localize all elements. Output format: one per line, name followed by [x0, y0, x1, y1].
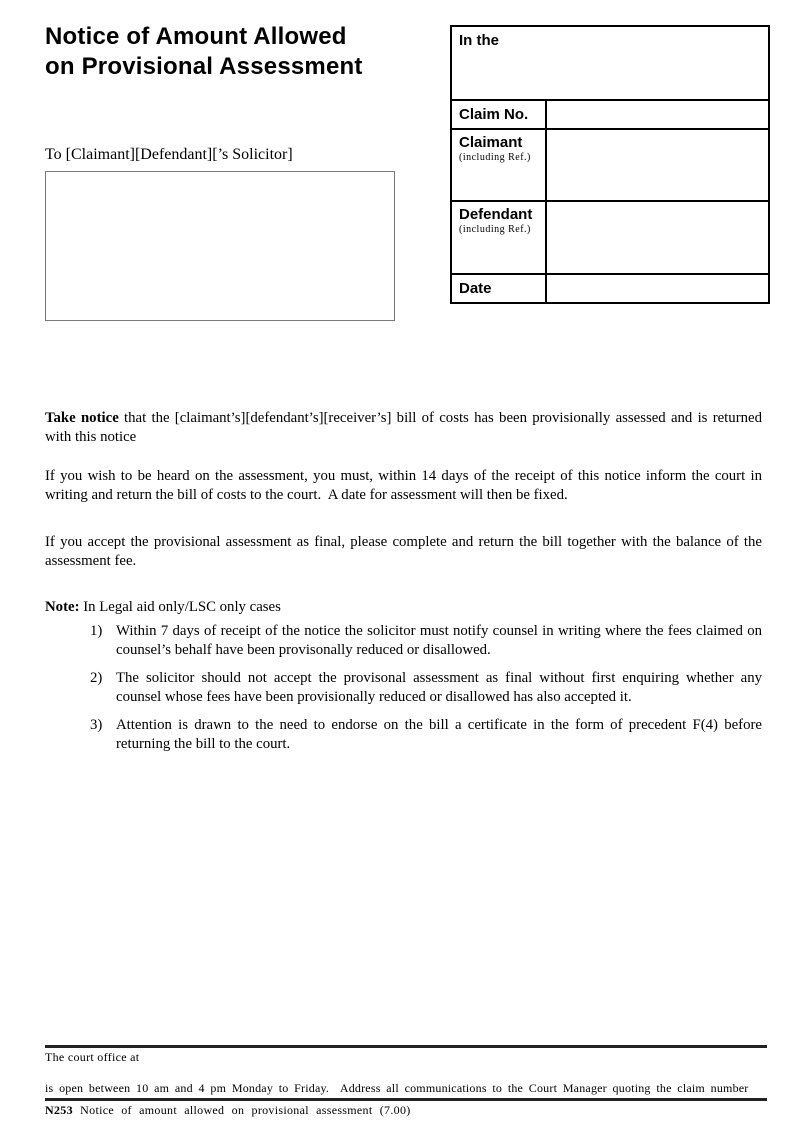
- list-item-text: Attention is drawn to the need to endorse on the bill a certificate in the form of precedent F(4) before returning the bill to the court.: [116, 717, 762, 752]
- accept-assessment-paragraph: If you accept the provisional assessment as final, please complete and return the bill together with the balance of the assessment fee.: [45, 534, 762, 569]
- list-item-text: Within 7 days of receipt of the notice the solicitor must notify counsel in writing where the fees claimed on counsel’s behalf have been provisonally reduced or disallowed.: [116, 623, 762, 658]
- list-item-number: 2): [90, 670, 103, 686]
- list-item-number: 1): [90, 623, 103, 639]
- defendant-ref-note: (including Ref.): [459, 224, 531, 235]
- defendant-row: [452, 202, 768, 275]
- list-item-text: The solicitor should not accept the provisonal assessment as final without first enquiring whether any counsel whose fees have been provisionally reduced or disallowed has also accepted it.: [116, 670, 762, 705]
- date-field[interactable]: [547, 275, 768, 302]
- date-row: [452, 275, 768, 302]
- in-the-label: In the: [459, 32, 499, 49]
- list-item: [45, 669, 762, 707]
- claimant-row: [452, 130, 768, 202]
- claim-no-row: [452, 101, 768, 130]
- form-footer: [45, 1045, 767, 1118]
- note-lead: Note:: [45, 599, 80, 615]
- page-title: [45, 22, 445, 82]
- heard-on-assessment-paragraph: If you wish to be heard on the assessment, you must, within 14 days of the receipt of this notice inform the court in writing and return the bill of costs to the court. A date for assessment will then be fixed.: [45, 468, 762, 503]
- list-item-number: 3): [90, 717, 103, 733]
- defendant-field[interactable]: [547, 202, 768, 273]
- list-item: [45, 716, 762, 754]
- page-title-line2: on Provisional Assessment: [45, 53, 363, 80]
- form-code: N253: [45, 1103, 73, 1117]
- notice-body: [45, 409, 762, 763]
- claimant-field[interactable]: [547, 130, 768, 200]
- claim-no-field[interactable]: [547, 101, 768, 128]
- page-title-line1: Notice of Amount Allowed: [45, 23, 347, 50]
- form-identifier: N253 Notice of amount allowed on provisional assessment (7.00): [45, 1103, 411, 1117]
- list-item: [45, 622, 762, 660]
- note-numbered-list: [45, 622, 762, 754]
- claimant-label: Claimant (including Ref.): [452, 130, 547, 200]
- take-notice-lead: Take notice: [45, 410, 119, 426]
- date-label: Date: [452, 275, 547, 302]
- in-the-row[interactable]: [452, 27, 768, 101]
- recipient-address-box[interactable]: [45, 171, 395, 321]
- office-hours-line: is open between 10 am and 4 pm Monday to Friday. Address all communications to the Court Manager quoting the claim number: [45, 1081, 749, 1095]
- claimant-ref-note: (including Ref.): [459, 152, 531, 163]
- court-details-table: [450, 25, 770, 304]
- claim-no-label: Claim No.: [452, 101, 547, 128]
- note-paragraph: Note: In Legal aid only/LSC only cases: [45, 599, 281, 615]
- recipient-label: To [Claimant][Defendant][’s Solicitor]: [45, 146, 293, 163]
- take-notice-paragraph: Take notice that the [claimant’s][defendant’s][receiver’s] bill of costs has been provisionally assessed and is returned with this notice: [45, 410, 762, 445]
- defendant-label: Defendant (including Ref.): [452, 202, 547, 273]
- court-office-label: The court office at: [45, 1050, 140, 1064]
